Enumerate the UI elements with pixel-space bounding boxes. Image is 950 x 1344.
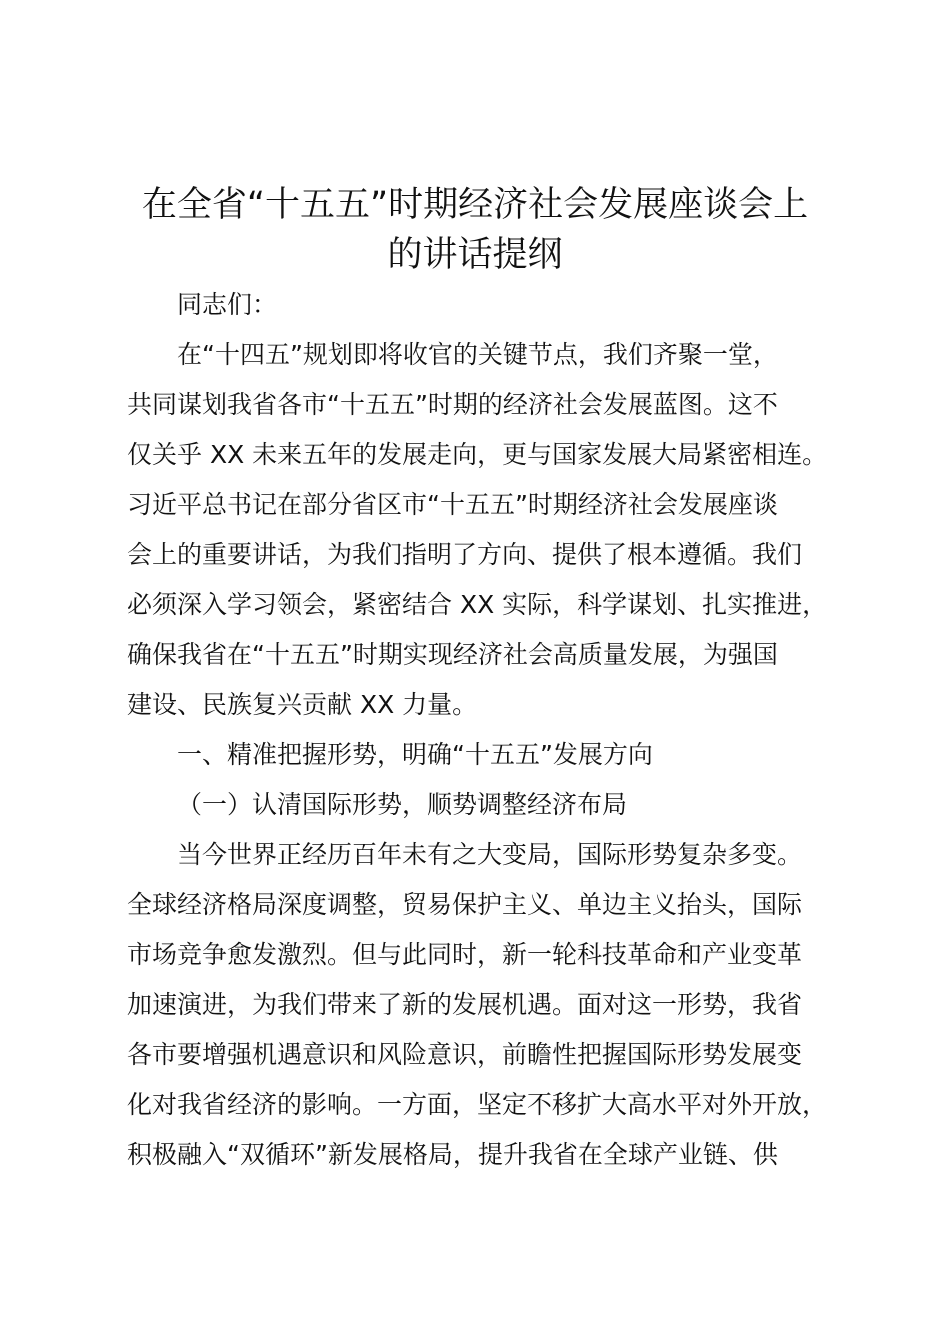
title-line-1: 在全省“十五五”时期经济社会发展座谈会上 (141, 185, 809, 225)
body-line: 会上的重要讲话，为我们指明了方向、提供了根本遵循。我们 (127, 540, 803, 569)
body-line: 在“十四五”规划即将收官的关键节点，我们齐聚一堂， (177, 340, 778, 369)
subsection-heading: （一）认清国际形势，顺势调整经济布局 (177, 790, 628, 819)
document-body (127, 280, 857, 1180)
body-line: 仅关乎 XX 未来五年的发展走向，更与国家发展大局紧密相连。 (127, 440, 828, 469)
salutation: 同志们： (177, 290, 278, 319)
body-line: 市场竞争愈发激烈。但与此同时，新一轮科技革命和产业变革 (127, 940, 803, 969)
body-line: 各市要增强机遇意识和风险意识，前瞻性把握国际形势发展变 (127, 1040, 803, 1069)
body-line: 建设、民族复兴贡献 XX 力量。 (127, 690, 478, 719)
body-line: 共同谋划我省各市“十五五”时期的经济社会发展蓝图。这不 (127, 390, 778, 419)
body-line: 化对我省经济的影响。一方面，坚定不移扩大高水平对外开放， (127, 1090, 828, 1119)
document-title (90, 180, 860, 280)
body-line: 全球经济格局深度调整，贸易保护主义、单边主义抬头，国际 (127, 890, 803, 919)
body-line: 加速演进，为我们带来了新的发展机遇。面对这一形势，我省 (127, 990, 803, 1019)
body-line: 确保我省在“十五五”时期实现经济社会高质量发展，为强国 (127, 640, 778, 669)
section-heading: 一、精准把握形势，明确“十五五”发展方向 (177, 740, 653, 769)
body-line: 当今世界正经历百年未有之大变局，国际形势复杂多变。 (177, 840, 803, 869)
body-line: 必须深入学习领会，紧密结合 XX 实际，科学谋划、扎实推进， (127, 590, 828, 619)
body-line: 习近平总书记在部分省区市“十五五”时期经济社会发展座谈 (127, 490, 778, 519)
title-line-2: 的讲话提纲 (387, 235, 563, 275)
body-line: 积极融入“双循环”新发展格局，提升我省在全球产业链、供 (127, 1140, 778, 1169)
